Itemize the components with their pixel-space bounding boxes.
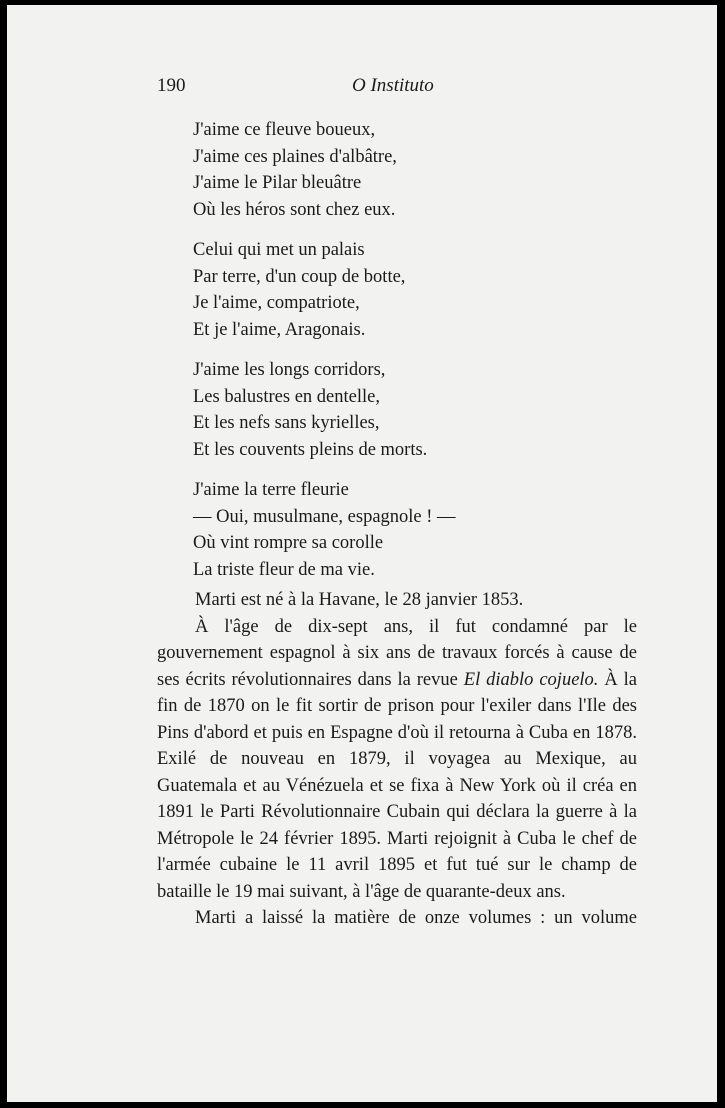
- paragraph-text: À l'âge de dix-sept ans, il fut condamné par le gouvernement espagnol à six ans de travaux forcés à cause de ses écrits révolutionnaires dans la revue: [157, 616, 637, 690]
- poem-line: Je l'aime, compatriote,: [193, 293, 360, 313]
- poem-line: Et les nefs sans kyrielles,: [193, 413, 380, 433]
- poem-stanza: [193, 357, 456, 463]
- poem-line: J'aime ces plaines d'albâtre,: [193, 146, 397, 167]
- poem-line: Où les héros sont chez eux.: [193, 199, 396, 220]
- poem-line: — Oui, musulmane, espagnole ! —: [193, 506, 456, 527]
- poem-line: Par terre, d'un coup de botte,: [193, 266, 406, 287]
- poem: [193, 117, 456, 597]
- poem-stanza: [193, 237, 456, 343]
- paragraph-text: À la fin de 1870 on le fit sortir de prison pour l'exiler dans l'Ile des Pins d'abord et puis en Espagne d'où il retourna à Cuba en 1878. Exilé de nouveau en 1879, il voyagea au Mexique, au Guatemala et au Vénézuela et se fixa à New York où il créa en 1891 le Parti Révolutionnaire Cubain qui déclara la guerre à la Métropole le 24 février 1895. Marti rejoignit à Cuba le chef de l'armée cubaine le 11 avril 1895 et fut tué sur le champ de bataille le 19 mai suivant, à l'âge de quarante-deux ans.: [157, 669, 637, 902]
- page-number: 190: [157, 75, 186, 96]
- poem-line: Et je l'aime, Aragonais.: [193, 319, 366, 340]
- poem-line: Où vint rompre sa corolle: [193, 533, 384, 553]
- poem-line: J'aime le Pilar bleuâtre: [193, 173, 362, 193]
- poem-stanza: [193, 477, 456, 583]
- poem-line: La triste fleur de ma vie.: [193, 559, 375, 580]
- poem-line: Et les couvents pleins de morts.: [193, 439, 428, 460]
- prose-body: [157, 587, 637, 932]
- running-title: O Instituto: [352, 75, 434, 96]
- poem-line: Les balustres en dentelle,: [193, 386, 380, 407]
- poem-stanza: [193, 117, 456, 223]
- poem-line: J'aime ce fleuve boueux,: [193, 120, 376, 140]
- poem-line: Celui qui met un palais: [193, 240, 365, 260]
- poem-line: J'aime les longs corridors,: [193, 360, 386, 380]
- book-page: [7, 5, 717, 1102]
- paragraph: Marti a laissé la matière de onze volumes : un volume: [195, 908, 637, 928]
- paragraph: Marti est né à la Havane, le 28 janvier 1853.: [195, 590, 524, 610]
- paragraph: [157, 614, 637, 906]
- journal-title: El diablo cojuelo.: [463, 669, 599, 690]
- poem-line: J'aime la terre fleurie: [193, 480, 349, 500]
- page-header: [7, 75, 717, 105]
